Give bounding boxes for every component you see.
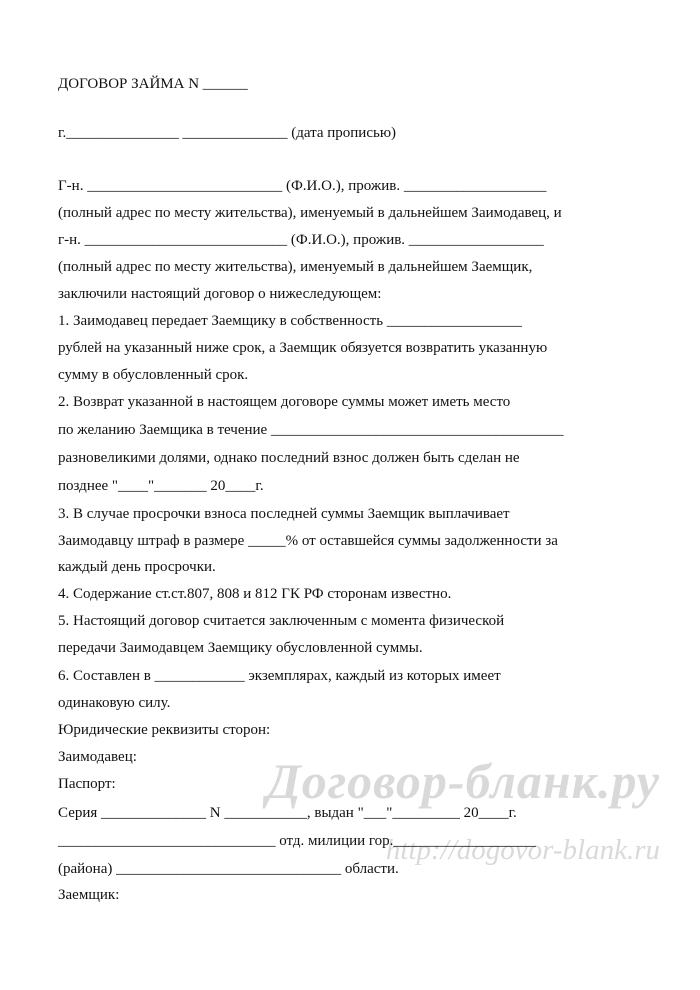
document-title: ДОГОВОР ЗАЙМА N ______ [58,76,248,92]
police-dept-line: _____________________________ отд. милиции гор.___________________ [58,833,536,849]
clause-3: 3. В случае просрочки взноса последней суммы Заемщик выплачивает [58,506,510,522]
clause-2: 2. Возврат указанной в настоящем договоре суммы может иметь место [58,394,511,410]
contract-line: заключили настоящий договор о нижеследующем: [58,286,382,302]
contract-line: сумму в обусловленный срок. [58,367,249,383]
contract-line: каждый день просрочки. [58,559,216,575]
borrower-line: г-н. ___________________________ (Ф.И.О.), прожив. __________________ [58,232,544,248]
watermark-logo: Договор-бланк.ру [266,753,660,809]
contract-line: одинаковую силу. [58,695,171,711]
contract-line: (полный адрес по месту жительства), именуемый в дальнейшем Заимодавец, и [58,205,562,221]
lender-line: Г-н. __________________________ (Ф.И.О.), прожив. ___________________ [58,178,547,194]
contract-line: Заимодавцу штраф в размере _____% от оставшейся суммы задолженности за [58,533,558,549]
watermark-url: http://dogovor-blank.ru [385,834,660,866]
requisites-heading: Юридические реквизиты сторон: [58,722,271,738]
lender-heading: Заимодавец: [58,749,137,765]
district-line: (района) ______________________________ области. [58,861,399,877]
clause-1: 1. Заимодавец передает Заемщику в собственность __________________ [58,313,522,329]
contract-line: позднее "____"_______ 20____г. [58,478,264,494]
clause-6: 6. Составлен в ____________ экземплярах, каждый из которых имеет [58,668,501,684]
contract-line: по желанию Заемщика в течение _______________________________________ [58,422,564,438]
borrower-heading: Заемщик: [58,887,120,903]
date-line: г._______________ ______________ (дата прописью) [58,125,397,141]
passport-series-line: Серия ______________ N ___________, выдан "___"_________ 20____г. [58,805,517,821]
contract-line: разновеликими долями, однако последний взнос должен быть сделан не [58,450,520,466]
contract-line: (полный адрес по месту жительства), именуемый в дальнейшем Заемщик, [58,259,533,275]
clause-5: 5. Настоящий договор считается заключенным с момента физической [58,613,505,629]
contract-line: передачи Заимодавцем Заемщику обусловленной суммы. [58,640,423,656]
contract-line: рублей на указанный ниже срок, а Заемщик обязуется возвратить указанную [58,340,548,356]
clause-4: 4. Содержание ст.ст.807, 808 и 812 ГК РФ сторонам известно. [58,586,452,602]
passport-heading: Паспорт: [58,776,116,792]
